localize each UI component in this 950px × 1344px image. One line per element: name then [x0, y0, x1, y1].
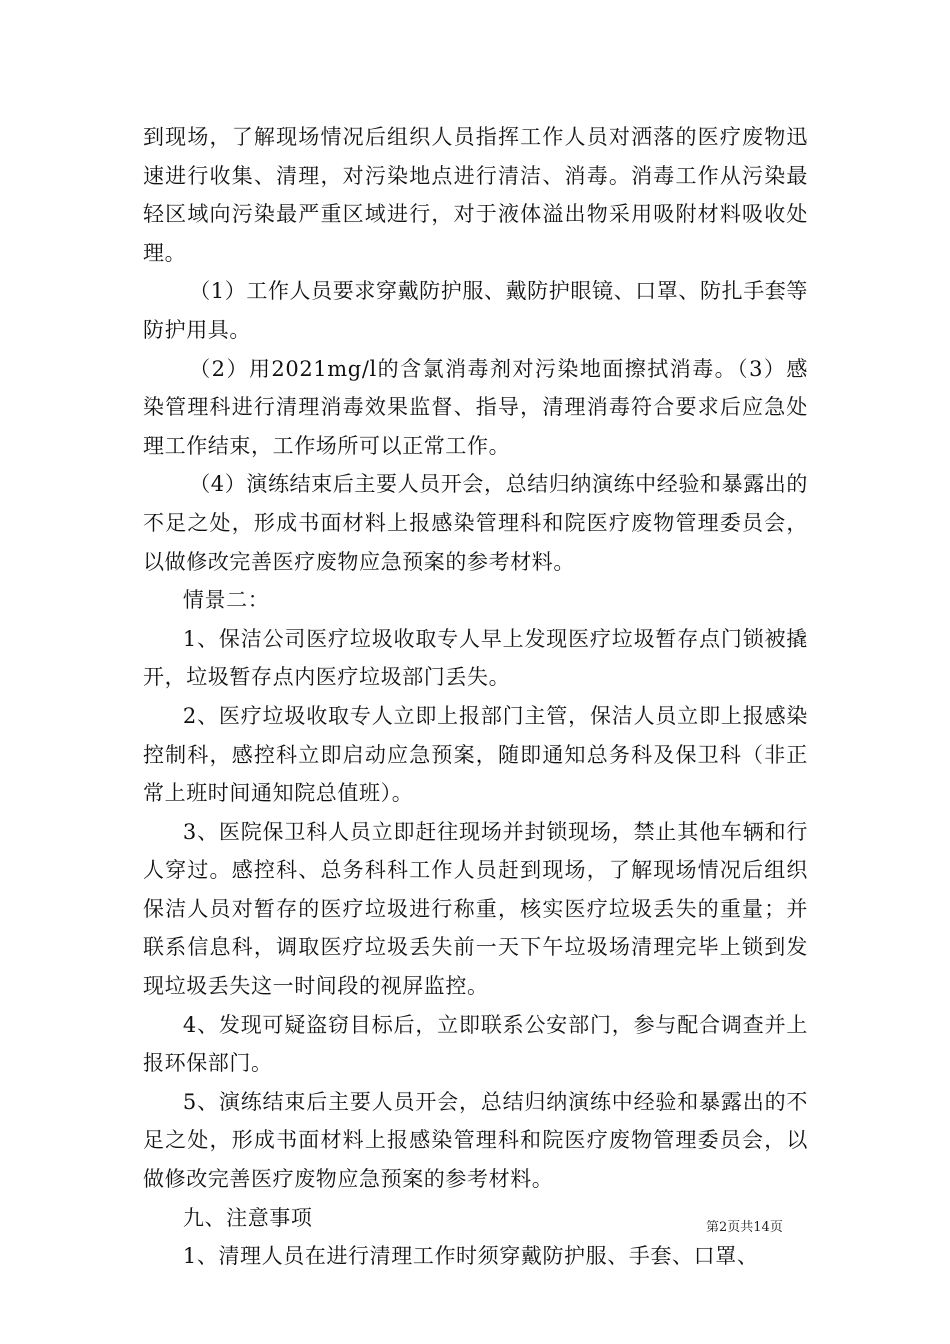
section-heading-precautions: 九、注意事项 [182, 1205, 313, 1230]
section-heading-scenario-2: 情景二： [182, 588, 270, 613]
document-body [143, 118, 808, 1276]
paragraph-scenario-2-item-4: 4、发现可疑盗窃目标后，立即联系公安部门，参与配合调查并上报环保部门。 [143, 1012, 808, 1076]
paragraph-step-4: （4）演练结束后主要人员开会，总结归纳演练中经验和暴露出的不足之处，形成书面材料上报感染管理科和院医疗废物管理委员会，以做修改完善医疗废物应急预案的参考材料。 [143, 472, 808, 574]
paragraph-step-2-3: （2）用2021mg/l的含氯消毒剂对污染地面擦拭消毒。（3）感染管理科进行清理消毒效果监督、指导，清理消毒符合要求后应急处理工作结束，工作场所可以正常工作。 [143, 356, 808, 458]
paragraph-scenario-2-item-5: 5、演练结束后主要人员开会，总结归纳演练中经验和暴露出的不足之处，形成书面材料上报感染管理科和院医疗废物管理委员会，以做修改完善医疗废物应急预案的参考材料。 [143, 1089, 808, 1192]
paragraph-scenario-2-item-2: 2、医疗垃圾收取专人立即上报部门主管，保洁人员立即上报感染控制科，感控科立即启动应急预案，随即通知总务科及保卫科（非正常上班时间通知院总值班）。 [143, 703, 808, 806]
paragraph-scenario-2-item-1: 1、保洁公司医疗垃圾收取专人早上发现医疗垃圾暂存点门锁被撬开，垃圾暂存点内医疗垃圾部门丢失。 [143, 626, 808, 690]
page-number-footer: 第2页共14页 [706, 1220, 783, 1235]
paragraph-precaution-1: 1、清理人员在进行清理工作时须穿戴防护服、手套、口罩、 [182, 1244, 759, 1269]
paragraph-continuation: 到现场，了解现场情况后组织人员指挥工作人员对洒落的医疗废物迅速进行收集、清理，对污染地点进行清洁、消毒。消毒工作从污染最轻区域向污染最严重区域进行，对于液体溢出物采用吸附材料吸收处理。 [143, 125, 808, 265]
paragraph-scenario-2-item-3: 3、医院保卫科人员立即赶往现场并封锁现场，禁止其他车辆和行人穿过。感控科、总务科科工作人员赶到现场，了解现场情况后组织保洁人员对暂存的医疗垃圾进行称重，核实医疗垃圾丢失的重量；并联系信息科，调取医疗垃圾丢失前一天下午垃圾场清理完毕上锁到发现垃圾丢失这一时间段的视屏监控。 [143, 819, 808, 999]
paragraph-step-1: （1）工作人员要求穿戴防护服、戴防护眼镜、口罩、防扎手套等防护用具。 [143, 279, 808, 342]
